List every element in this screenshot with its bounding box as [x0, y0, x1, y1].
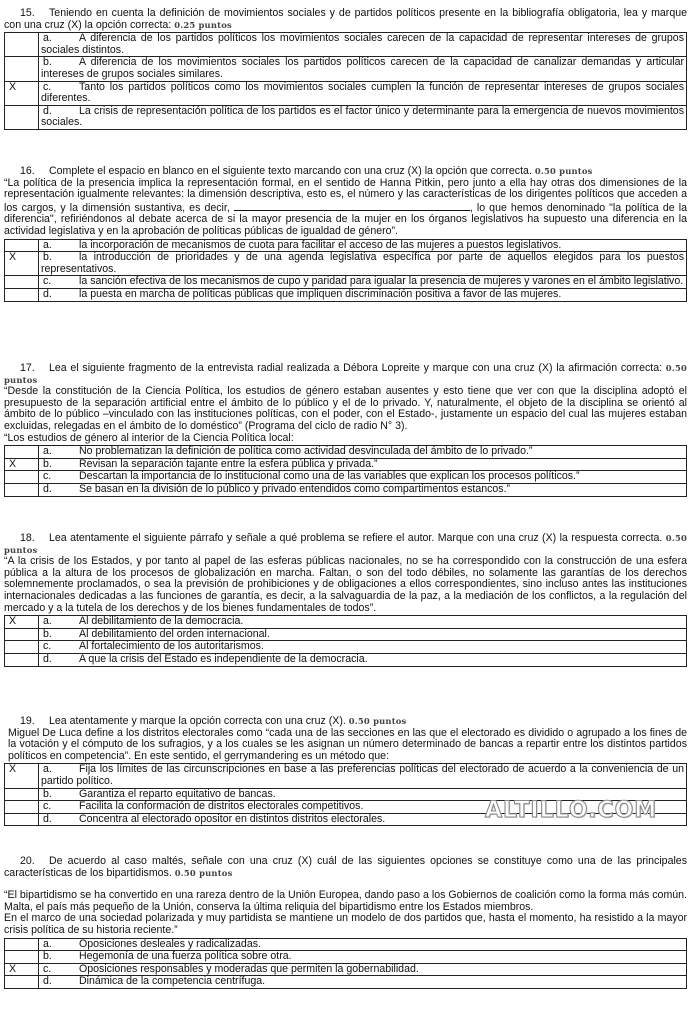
option-letter: c. — [43, 80, 52, 93]
answer-mark-cell[interactable] — [5, 813, 39, 826]
option-text — [39, 938, 687, 951]
option-letter: a. — [43, 32, 52, 45]
option-letter: b. — [43, 787, 52, 800]
option-label: A que la crisis del Estado es independiente de la democracia. — [79, 652, 368, 665]
question-17 — [4, 363, 687, 497]
option-letter: c. — [43, 275, 52, 288]
option-text — [39, 458, 687, 471]
quoted-passage-continued: En el marco de una sociedad polarizada y muy partidista se mantiene un modelo de dos partidos que, hasta el momento, ha resistido a la mayor crisis política de su historia reciente.” — [4, 912, 687, 936]
quoted-passage: “A la crisis de los Estados, y por tanto al papel de las esferas públicas nacionales, no se ha correspondido con la construcción de una esfera pública a la altura de los procesos de globalización en marcha. Faltan, o son del todo débiles, no solamente las garantías de los derechos solemnemente proclamados, o sea la previsión de prohibiciones y de obligaciones a ellos correspondientes, sino incluso antes las instituciones internacionales dedicadas a las funciones de garantía, es decir, a la salvaguardia de la paz, a la mediación de los conflictos, a la regulación del mercado y a la tutela de los derechos y de los bienes fundamentales de todos”. — [4, 555, 687, 614]
option-label: Dinámica de la competencia centrífuga. — [79, 975, 266, 988]
answer-mark-cell[interactable] — [5, 628, 39, 641]
option-label: la incorporación de mecanismos de cuota para facilitar el acceso de las mujeres a puestos legislativos. — [79, 238, 562, 251]
option-letter: b. — [43, 627, 52, 640]
option-letter: d. — [43, 104, 52, 117]
option-text — [39, 471, 687, 484]
question-prompt — [4, 716, 687, 728]
answer-mark-cell[interactable]: X — [5, 458, 39, 471]
option-label: Tanto los partidos políticos como los movimientos sociales cumplen la función de representar intereses de grupos sociales diferentes. — [41, 80, 684, 105]
option-label: Se basan en la división de lo público y privado entendidos como compartimentos estancos.” — [79, 482, 511, 495]
quoted-passage: “Desde la constitución de la Ciencia Política, los estudios de género estaban ausentes y esto tiene que ver con que la disciplina adoptó el presupuesto de la separación artificial entre el ámbito de lo público y el de lo privado. Y, naturalmente, el objeto de la disciplina se orientó al ámbito de lo público –vinculado con las instituciones políticas, con el poder, con el Estado-, justamente un espacio del cual las mujeres estaban excluidas, relegadas en el ámbito de lo doméstico” (Programa del ciclo de radio N° 3). — [4, 385, 687, 432]
option-label: A diferencia de los movimientos sociales los partidos políticos carecen de la capacidad de canalizar demandas y articular intereses de grupos sociales similares. — [41, 56, 684, 80]
option-row-d[interactable] — [5, 483, 687, 496]
option-text — [39, 483, 687, 496]
option-row-c[interactable] — [5, 471, 687, 484]
option-row-b[interactable] — [5, 458, 687, 471]
option-row-a[interactable] — [5, 446, 687, 459]
question-number: 18. — [20, 532, 35, 544]
answer-mark-cell[interactable] — [5, 788, 39, 801]
points-label: 0.50 puntos — [4, 533, 687, 555]
points-label: 0.50 puntos — [534, 166, 593, 176]
option-letter: b. — [43, 251, 52, 264]
option-letter: a. — [43, 937, 52, 950]
answer-mark-cell[interactable] — [5, 33, 39, 57]
question-text: De acuerdo al caso maltés, señale con una cruz (X) cuál de las siguientes opciones se constituye como una de las principales características de los bipartidismos. — [4, 855, 687, 879]
points-label: 0.25 puntos — [174, 19, 232, 30]
question-20 — [4, 856, 687, 989]
option-text — [39, 239, 687, 252]
option-text — [39, 951, 687, 964]
option-row-b[interactable] — [5, 628, 687, 641]
option-row-b[interactable] — [5, 951, 687, 964]
option-row-d[interactable] — [5, 653, 687, 666]
question-text: Lea atentamente el siguiente párrafo y señale a qué problema se refiere el autor. Marque con una cruz (X) la respuesta correcta. — [49, 532, 663, 544]
fill-in-blank — [234, 201, 470, 211]
points-label: 0.50 puntos — [348, 716, 407, 726]
option-label: Al fortalecimiento de los autoritarismos. — [79, 640, 264, 653]
option-text — [39, 628, 687, 641]
question-text: Complete el espacio en blanco en el siguiente texto marcando con una cruz (X) la opción que correcta. — [49, 165, 532, 177]
option-text — [39, 653, 687, 666]
answer-mark-cell[interactable] — [5, 951, 39, 964]
passage-after-blank: , lo que hemos denominado "la política de la diferencia", refiriéndonos al debate acerca de si la mayor presencia de la mujer en los órganos legislativos ha supuesto una diferencia en la actividad legislativa y en la aprobación de políticas públicas de igualdad de género”. — [4, 201, 687, 237]
answer-mark-cell[interactable] — [5, 483, 39, 496]
answer-mark-cell[interactable] — [5, 653, 39, 666]
question-stem: “Los estudios de género al interior de la Ciencia Política local: — [4, 431, 294, 444]
option-row-c[interactable] — [5, 963, 687, 976]
option-row-d[interactable] — [5, 288, 687, 301]
answer-mark-cell[interactable]: X — [5, 764, 39, 788]
answer-mark-cell[interactable]: X — [5, 252, 39, 276]
option-label: A diferencia de los partidos políticos los movimientos sociales carecen de la capacidad de representar intereses de grupos sociales distintos. — [41, 32, 684, 56]
question-number: 20. — [20, 855, 35, 867]
option-label: Hegemonía de una fuerza política sobre otra. — [79, 950, 292, 963]
option-label: Fija los límites de las circunscripciones en base a las preferencias políticas del electorado de acuerdo a la conveniencia de un partido político. — [41, 763, 684, 787]
option-letter: a. — [43, 615, 52, 628]
option-row-c[interactable] — [5, 276, 687, 289]
option-text — [39, 616, 687, 629]
option-label: La crisis de representación política de los partidos es el factor único y determinante para la emergencia de nuevos movimientos sociales. — [41, 104, 684, 129]
option-letter: d. — [43, 482, 52, 495]
option-text — [39, 288, 687, 301]
question-prompt — [4, 533, 687, 556]
option-label: Revisan la separación tajante entre la esfera pública y privada.” — [79, 457, 378, 470]
option-text — [39, 105, 687, 129]
option-text — [39, 976, 687, 989]
option-text — [39, 252, 687, 276]
option-row-a[interactable] — [5, 33, 687, 57]
option-letter: a. — [43, 763, 52, 776]
option-letter: a. — [43, 238, 52, 251]
answer-mark-cell[interactable] — [5, 801, 39, 814]
option-letter: d. — [43, 975, 52, 988]
quoted-passage: Miguel De Luca define a los distritos electorales como “cada una de las secciones en las que el electorado es dividido o agrupado a los fines de la votación y el cómputo de los sufragios, y a los cuales se les asignan un número determinado de bancas a repartir entre los distintos partidos políticos en competencia”. En este sentido, el gerrymandering es un método que: — [8, 726, 687, 762]
option-label: la puesta en marcha de políticas públicas que impliquen discriminación positiva a favor de las mujeres. — [79, 287, 562, 300]
option-label: Al debilitamiento de la democracia. — [79, 615, 244, 628]
question-text: Teniendo en cuenta la definición de movimientos sociales y de partidos políticos presente en la bibliografía obligatoria, lea y marque con una cruz (X) la opción correcta: — [4, 7, 687, 31]
option-letter: c. — [43, 800, 52, 813]
option-row-a[interactable] — [5, 764, 687, 788]
answer-mark-cell[interactable]: X — [5, 81, 39, 105]
question-prompt — [4, 8, 687, 31]
passage-before-blank: “La política de la presencia implica la representación formal, en el sentido de Hanna Pitkin, pero junto a ella hay otras dos dimensiones de la representación igualmente relevantes: la dimensión descriptiva, esto es, el número y las características de los dirigentes políticos que acceden a los cargos, y la dimensión sustantiva, es decir, — [4, 176, 687, 214]
option-text — [39, 764, 687, 788]
answer-mark-cell[interactable] — [5, 446, 39, 459]
option-letter: b. — [43, 457, 52, 470]
option-label: la introducción de prioridades y de una agenda legislativa específica por parte de aquellos elegidos para los puestos representativos. — [41, 251, 684, 275]
option-letter: a. — [43, 445, 52, 458]
question-16 — [4, 166, 687, 302]
option-row-d[interactable] — [5, 105, 687, 129]
answer-mark-cell[interactable]: X — [5, 963, 39, 976]
question-text: Lea atentamente y marque la opción correcta con una cruz (X). — [49, 715, 346, 727]
question-prompt — [4, 856, 687, 879]
option-letter: b. — [43, 950, 52, 963]
answer-mark-cell[interactable] — [5, 976, 39, 989]
answer-mark-cell[interactable] — [5, 105, 39, 129]
options-table — [4, 239, 687, 302]
question-text: Lea el siguiente fragmento de la entrevista radial realizada a Débora Lopreite y marque con una cruz (X) la afirmación correcta: — [49, 362, 663, 374]
option-label: la sanción efectiva de los mecanismos de cupo y paridad para igualar la presencia de mujeres y varones en el ámbito legislativo. — [79, 275, 684, 288]
option-label: Descartan la importancia de lo institucional como una de las variables que explican los procesos políticos.” — [79, 470, 580, 483]
option-label: Facilita la conformación de distritos electorales competitivos. — [79, 800, 364, 813]
option-letter: d. — [43, 287, 52, 300]
answer-mark-cell[interactable] — [5, 938, 39, 951]
option-row-b[interactable] — [5, 57, 687, 81]
answer-mark-cell[interactable] — [5, 57, 39, 81]
question-prompt — [4, 363, 687, 386]
option-text — [39, 963, 687, 976]
question-18 — [4, 533, 687, 667]
options-table — [4, 445, 687, 496]
answer-mark-cell[interactable] — [5, 288, 39, 301]
option-row-a[interactable] — [5, 239, 687, 252]
quoted-passage: “El bipartidismo se ha convertido en una rareza dentro de la Unión Europea, dando paso a los Gobiernos de coalición como la forma más común. Malta, el país más pequeño de la Unión, conserva la última reliquia del bipartidismo entre los Estados miembros. — [4, 889, 687, 913]
altillo-watermark: ALTILLO.COM — [485, 798, 658, 823]
option-label: Al debilitamiento del orden internacional. — [79, 627, 270, 640]
options-table — [4, 615, 687, 666]
question-number: 15. — [20, 7, 35, 19]
option-letter: b. — [43, 56, 52, 69]
option-text — [39, 81, 687, 105]
options-table — [4, 32, 687, 130]
question-number: 16. — [20, 165, 35, 177]
answer-mark-cell[interactable] — [5, 641, 39, 654]
quoted-passage — [4, 178, 687, 238]
option-label: Oposiciones responsables y moderadas que permiten la gobernabilidad. — [79, 962, 419, 975]
option-label: Concentra al electorado opositor en distintos distritos electorales. — [79, 812, 386, 825]
option-letter: d. — [43, 652, 52, 665]
option-letter: c. — [43, 470, 52, 483]
option-row-c[interactable] — [5, 81, 687, 105]
question-number: 17. — [20, 362, 35, 374]
question-15 — [4, 8, 687, 130]
option-letter: c. — [43, 962, 52, 975]
answer-mark-cell[interactable] — [5, 239, 39, 252]
option-label: No problematizan la definición de política como actividad desvinculada del ámbito de lo privado.” — [79, 445, 533, 458]
option-label: Garantiza el reparto equitativo de bancas. — [79, 787, 276, 800]
question-number: 19. — [20, 715, 35, 727]
option-letter: d. — [43, 812, 52, 825]
option-label: Oposiciones desleales y radicalizadas. — [79, 937, 261, 950]
option-row-b[interactable] — [5, 252, 687, 276]
option-row-a[interactable] — [5, 938, 687, 951]
option-letter: c. — [43, 640, 52, 653]
option-text — [39, 641, 687, 654]
option-text — [39, 446, 687, 459]
options-table — [4, 938, 687, 989]
points-label: 0.50 puntos — [174, 867, 233, 878]
answer-mark-cell[interactable]: X — [5, 616, 39, 629]
option-text — [39, 57, 687, 81]
option-row-c[interactable] — [5, 641, 687, 654]
answer-mark-cell[interactable] — [5, 276, 39, 289]
points-label: 0.50 puntos — [4, 363, 687, 385]
option-row-a[interactable] — [5, 616, 687, 629]
option-text — [39, 276, 687, 289]
answer-mark-cell[interactable] — [5, 471, 39, 484]
option-text — [39, 33, 687, 57]
option-row-d[interactable] — [5, 976, 687, 989]
